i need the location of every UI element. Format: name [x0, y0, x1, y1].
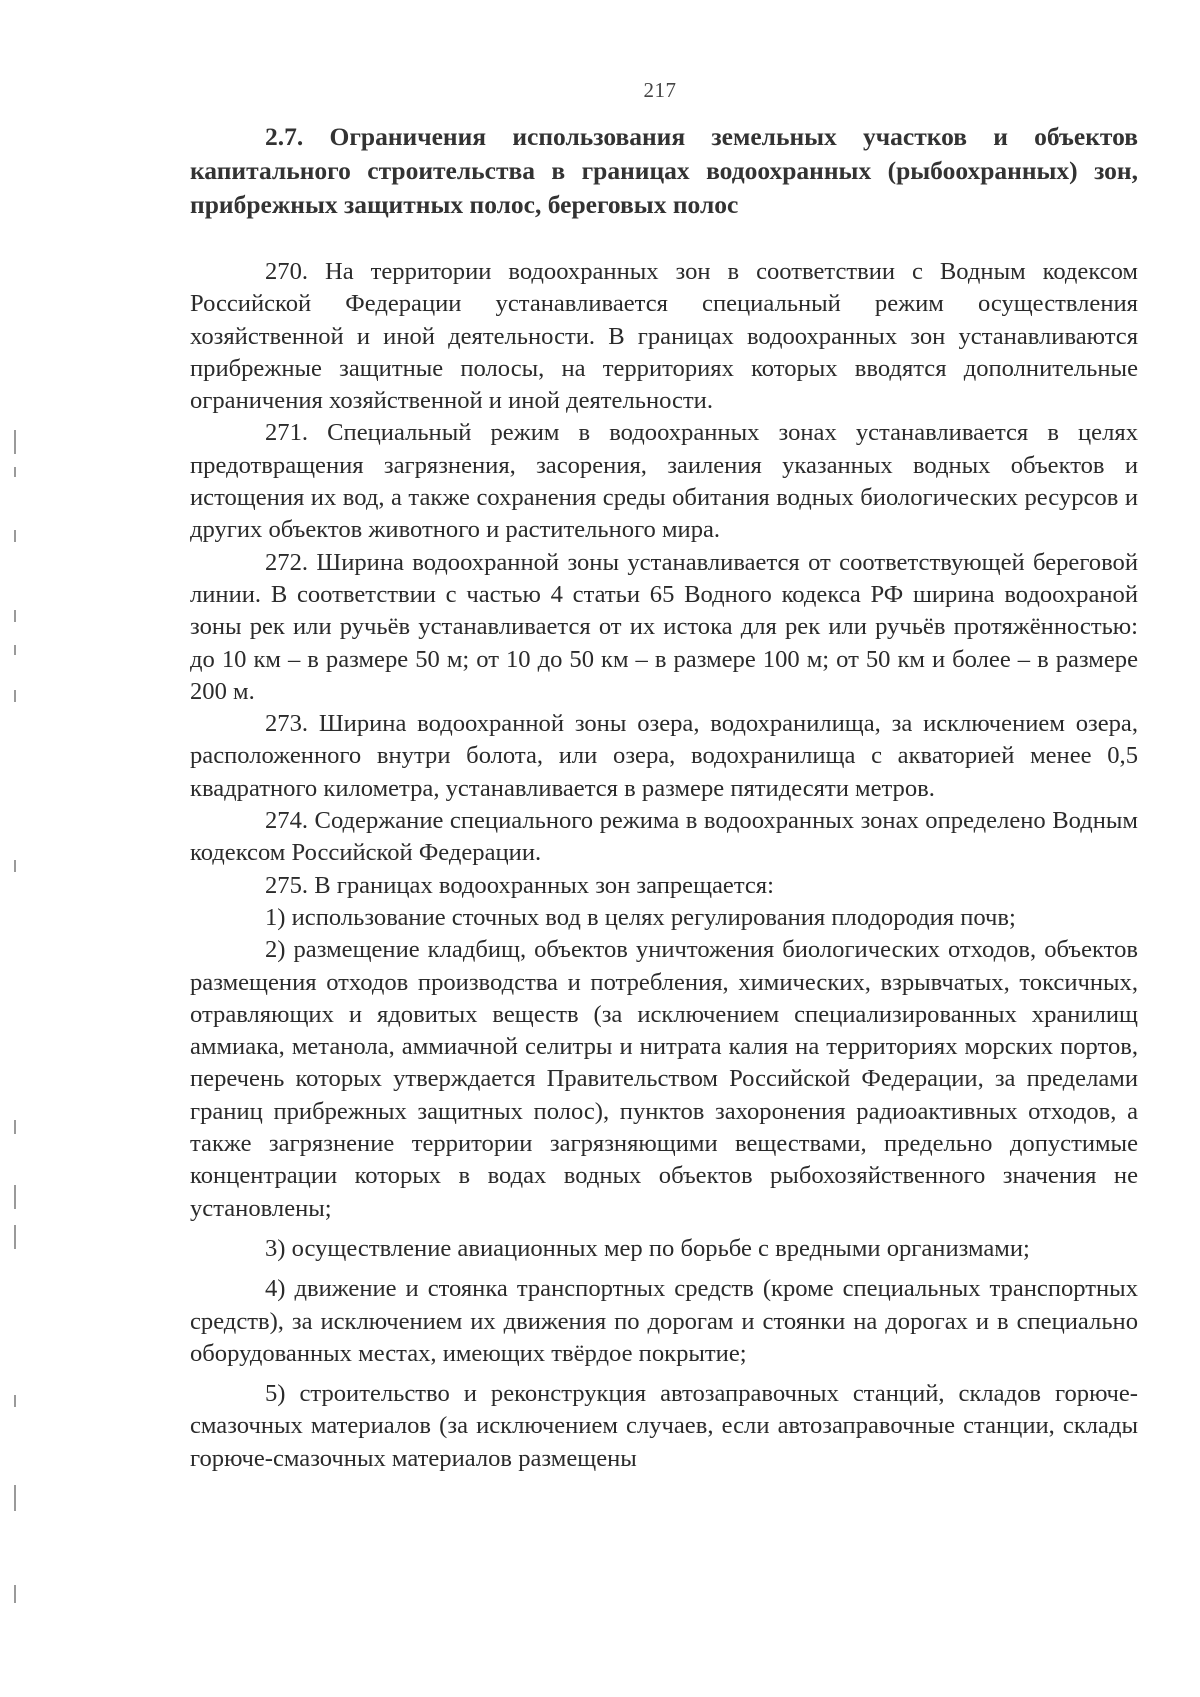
- list-item-3: 3) осуществление авиационных мер по борьбе с вредными организмами;: [265, 1234, 1030, 1262]
- list-item-2: 2) размещение кладбищ, объектов уничтожения биологических отходов, объектов размещения отходов производства и потребления, химических, взрывчатых, токсичных, отравляющих и ядовитых веществ (за исключением специализированных хранилищ аммиака, метанола, аммиачной селитры и нитрата калия на территориях морских портов, перечень которых утверждается Правительством Российской Федерации, за пределами границ прибрежных защитных полос), пунктов захоронения радиоактивных отходов, а также загрязнение территории загрязняющими веществами, предельно допустимые концентрации которых в водах водных объектов рыбохозяйственного значения не установлены;: [190, 936, 1138, 1222]
- document-body: [190, 120, 1138, 1475]
- list-item-5: 5) строительство и реконструкция автозаправочных станций, складов горюче-смазочных материалов (за исключением случаев, если автозаправочные станции, склады горюче-смазочных материалов размещены: [190, 1380, 1138, 1472]
- paragraph-273: 273. Ширина водоохранной зоны озера, водохранилища, за исключением озера, расположенного внутри болота, или озера, водохранилища с акваторией менее 0,5 квадратного километра, устанавливается в размере пятидесяти метров.: [190, 710, 1138, 802]
- scan-mark: [14, 530, 16, 542]
- scan-mark: [14, 1225, 16, 1249]
- paragraph-270: 270. На территории водоохранных зон в соответствии с Водным кодексом Российской Федерации устанавливается специальный режим осуществления хозяйственной и иной деятельности. В границах водоохранных зон устанавливаются прибрежные защитные полосы, на территориях которых вводятся дополнительные ограничения хозяйственной и иной деятельности.: [190, 258, 1138, 415]
- scan-mark: [14, 690, 16, 702]
- scan-mark: [14, 430, 16, 454]
- scan-mark: [14, 1585, 16, 1603]
- page-number: 217: [643, 78, 677, 102]
- scan-mark: [14, 860, 16, 872]
- paragraph-271: 271. Специальный режим в водоохранных зонах устанавливается в целях предотвращения загрязнения, засорения, заиления указанных водных объектов и истощения их вод, а также сохранения среды обитания водных биологических ресурсов и других объектов животного и растительного мира.: [190, 419, 1138, 544]
- scan-mark: [14, 1120, 16, 1134]
- scan-margin-marks: [14, 0, 18, 1697]
- list-item-4: 4) движение и стоянка транспортных средств (кроме специальных транспортных средств), за исключением их движения по дорогам и стоянки на дорогах и в специально оборудованных местах, имеющих твёрдое покрытие;: [190, 1275, 1138, 1367]
- scan-mark: [14, 1485, 16, 1511]
- scan-mark: [14, 645, 16, 655]
- scan-mark: [14, 467, 16, 477]
- scan-mark: [14, 1395, 16, 1407]
- paragraph-274: 274. Содержание специального режима в водоохранных зонах определено Водным кодексом Российской Федерации.: [190, 807, 1138, 867]
- section-heading: 2.7. Ограничения использования земельных участков и объектов капитального строительства в границах водоохранных (рыбоохранных) зон, прибрежных защитных полос, береговых полос: [190, 122, 1138, 219]
- scan-mark: [14, 1185, 16, 1209]
- scan-mark: [14, 610, 16, 622]
- paragraph-275: 275. В границах водоохранных зон запрещается:: [265, 871, 774, 899]
- paragraph-272: 272. Ширина водоохранной зоны устанавливается от соответствующей береговой линии. В соответствии с частью 4 статьи 65 Водного кодекса РФ ширина водоохраной зоны рек или ручьёв устанавливается от их истока для рек или ручьёв протяжённостью: до 10 км – в размере 50 м; от 10 до 50 км – в размере 100 м; от 50 км и более – в размере 200 м.: [190, 548, 1138, 705]
- list-item-1: 1) использование сточных вод в целях регулирования плодородия почв;: [265, 903, 1016, 931]
